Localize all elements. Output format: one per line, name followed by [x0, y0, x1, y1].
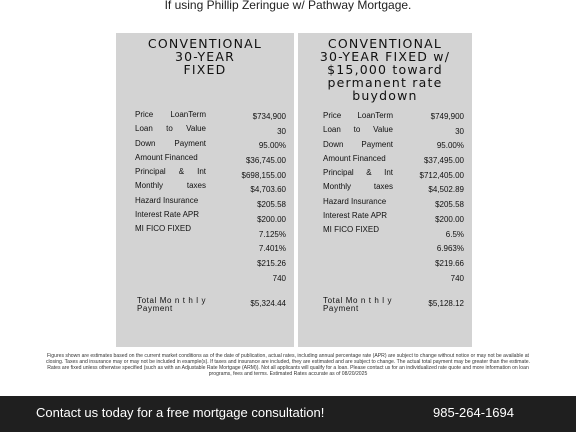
field-label-word: Interest Rate APR: [135, 210, 200, 220]
field-label-word: Monthly: [323, 182, 352, 192]
field-label-row: [135, 222, 206, 236]
field-value: 30: [455, 126, 464, 136]
field-label-word: Monthly: [135, 181, 164, 191]
field-label-word: Loan: [323, 125, 341, 135]
label-column: [135, 108, 206, 237]
field-label-row: [135, 165, 206, 179]
field-label-word: Amount Financed: [135, 152, 198, 162]
field-value: 740: [450, 273, 464, 283]
field-label-word: MI FICO FIXED: [323, 225, 379, 235]
loan-card-conventional-buydown: [298, 33, 472, 347]
field-label-word: taxes: [373, 182, 393, 192]
field-label-row: [323, 180, 393, 194]
field-label-word: Loan: [135, 124, 153, 134]
field-label-word: Payment: [361, 139, 393, 149]
loan-card-conventional-30-year: [116, 33, 294, 347]
field-label-row: [323, 138, 393, 152]
field-value: 6.5%: [445, 229, 464, 239]
field-label-word: &: [178, 167, 185, 177]
field-value: $37,495.00: [423, 156, 464, 166]
field-value: 7.401%: [258, 244, 286, 254]
field-label-word: Principal: [135, 167, 166, 177]
field-label-word: Hazard Insurance: [323, 196, 387, 206]
field-label-row: [135, 137, 206, 151]
field-label-word: Price: [323, 111, 342, 120]
field-value: $36,745.00: [245, 156, 286, 166]
field-label-word: Int: [197, 167, 206, 177]
card-title: CONVENTIONAL 30-YEAR FIXED: [147, 36, 263, 77]
field-label-word: Price: [135, 110, 154, 119]
field-value: $734,900: [252, 112, 286, 121]
label-column: [323, 109, 393, 238]
field-label-row: [323, 152, 393, 166]
field-label-row: [323, 195, 393, 209]
page-title: If using Phillip Zeringue w/ Pathway Mortgage.: [164, 0, 412, 12]
field-label-row: [135, 122, 206, 136]
field-value: $205.58: [435, 200, 464, 210]
field-label-word: Amount Financed: [323, 153, 386, 163]
field-label-row: [323, 123, 393, 137]
field-label-word: taxes: [186, 181, 206, 191]
field-label-row: [323, 166, 393, 180]
field-label-word: Value: [373, 125, 393, 135]
field-label-word: Int: [384, 168, 393, 178]
phone-number-link[interactable]: 985-264-1694: [433, 405, 514, 420]
field-value: $200.00: [257, 214, 286, 224]
consultation-cta-link[interactable]: Contact us today for a free mortgage consultation!: [36, 405, 325, 420]
field-value: $219.66: [435, 258, 464, 268]
field-value: 30: [277, 126, 286, 136]
field-label-word: Principal: [323, 168, 354, 178]
field-value: $200.00: [435, 214, 464, 224]
value-column: [216, 110, 286, 286]
field-label-word: MI FICO FIXED: [135, 224, 191, 234]
field-label-row: [135, 108, 206, 122]
total-monthly-payment-label: Total Mo n t h l y Payment: [137, 296, 207, 313]
footer-bar: [0, 396, 576, 432]
value-column: [404, 110, 464, 286]
field-label-word: Interest Rate APR: [323, 211, 388, 221]
total-monthly-payment-label: Total Mo n t h l y Payment: [323, 296, 393, 313]
field-label-word: &: [366, 168, 372, 178]
field-value: $698,155.00: [241, 170, 286, 180]
field-value: $4,502.89: [428, 185, 464, 195]
field-label-word: Down: [135, 138, 156, 148]
field-value: 740: [272, 273, 286, 283]
total-monthly-payment-value: $5,128.12: [428, 299, 464, 308]
field-value: $4,703.60: [250, 185, 286, 195]
field-value: $712,405.00: [419, 170, 464, 180]
field-value: $749,900: [430, 112, 464, 121]
field-label-row: [135, 194, 206, 208]
field-value: 95.00%: [436, 141, 464, 151]
field-label-row: [323, 209, 393, 223]
field-label-word: LoanTerm: [170, 110, 206, 119]
field-value: 95.00%: [258, 141, 286, 151]
total-monthly-payment-value: $5,324.44: [250, 299, 286, 308]
field-label-word: Hazard Insurance: [135, 195, 199, 205]
field-label-row: [135, 151, 206, 165]
field-label-word: Payment: [174, 138, 206, 148]
field-label-word: Down: [323, 139, 344, 149]
field-label-row: [135, 179, 206, 193]
field-label-word: to: [166, 124, 173, 134]
field-value: 6.963%: [436, 244, 464, 254]
field-value: $205.58: [257, 200, 286, 210]
field-label-word: LoanTerm: [357, 111, 393, 120]
field-label-row: [135, 208, 206, 222]
field-label-row: [323, 223, 393, 237]
disclaimer-text: Figures shown are estimates based on the current market conditions as of the date of publication, actual rates, including annual percentage rate (APR) are subject to change without notice or may not be available at closing. Taxes and insurance may or may not be included in example(s). If taxes and insurance are included, they are estimated and are subject to change. The actual total payment may be greater than the estimate. Rates are fixed unless otherwise specified (such as with an Adjustable Rate Mortgage (ARM)). Not all applicants will qualify for a loan. Please contact us for an individualized rate quote and more information on loan programs, fees and terms. Estimated Rates accurate as of 08/20/2025: [46, 353, 530, 377]
field-label-word: Value: [186, 124, 206, 134]
field-label-row: [323, 109, 393, 123]
card-title: CONVENTIONAL 30-YEAR FIXED w/ $15,000 toward permanent rate buydown: [319, 36, 451, 103]
field-label-word: to: [353, 125, 361, 135]
field-value: 7.125%: [258, 229, 286, 239]
field-value: $215.26: [257, 258, 286, 268]
